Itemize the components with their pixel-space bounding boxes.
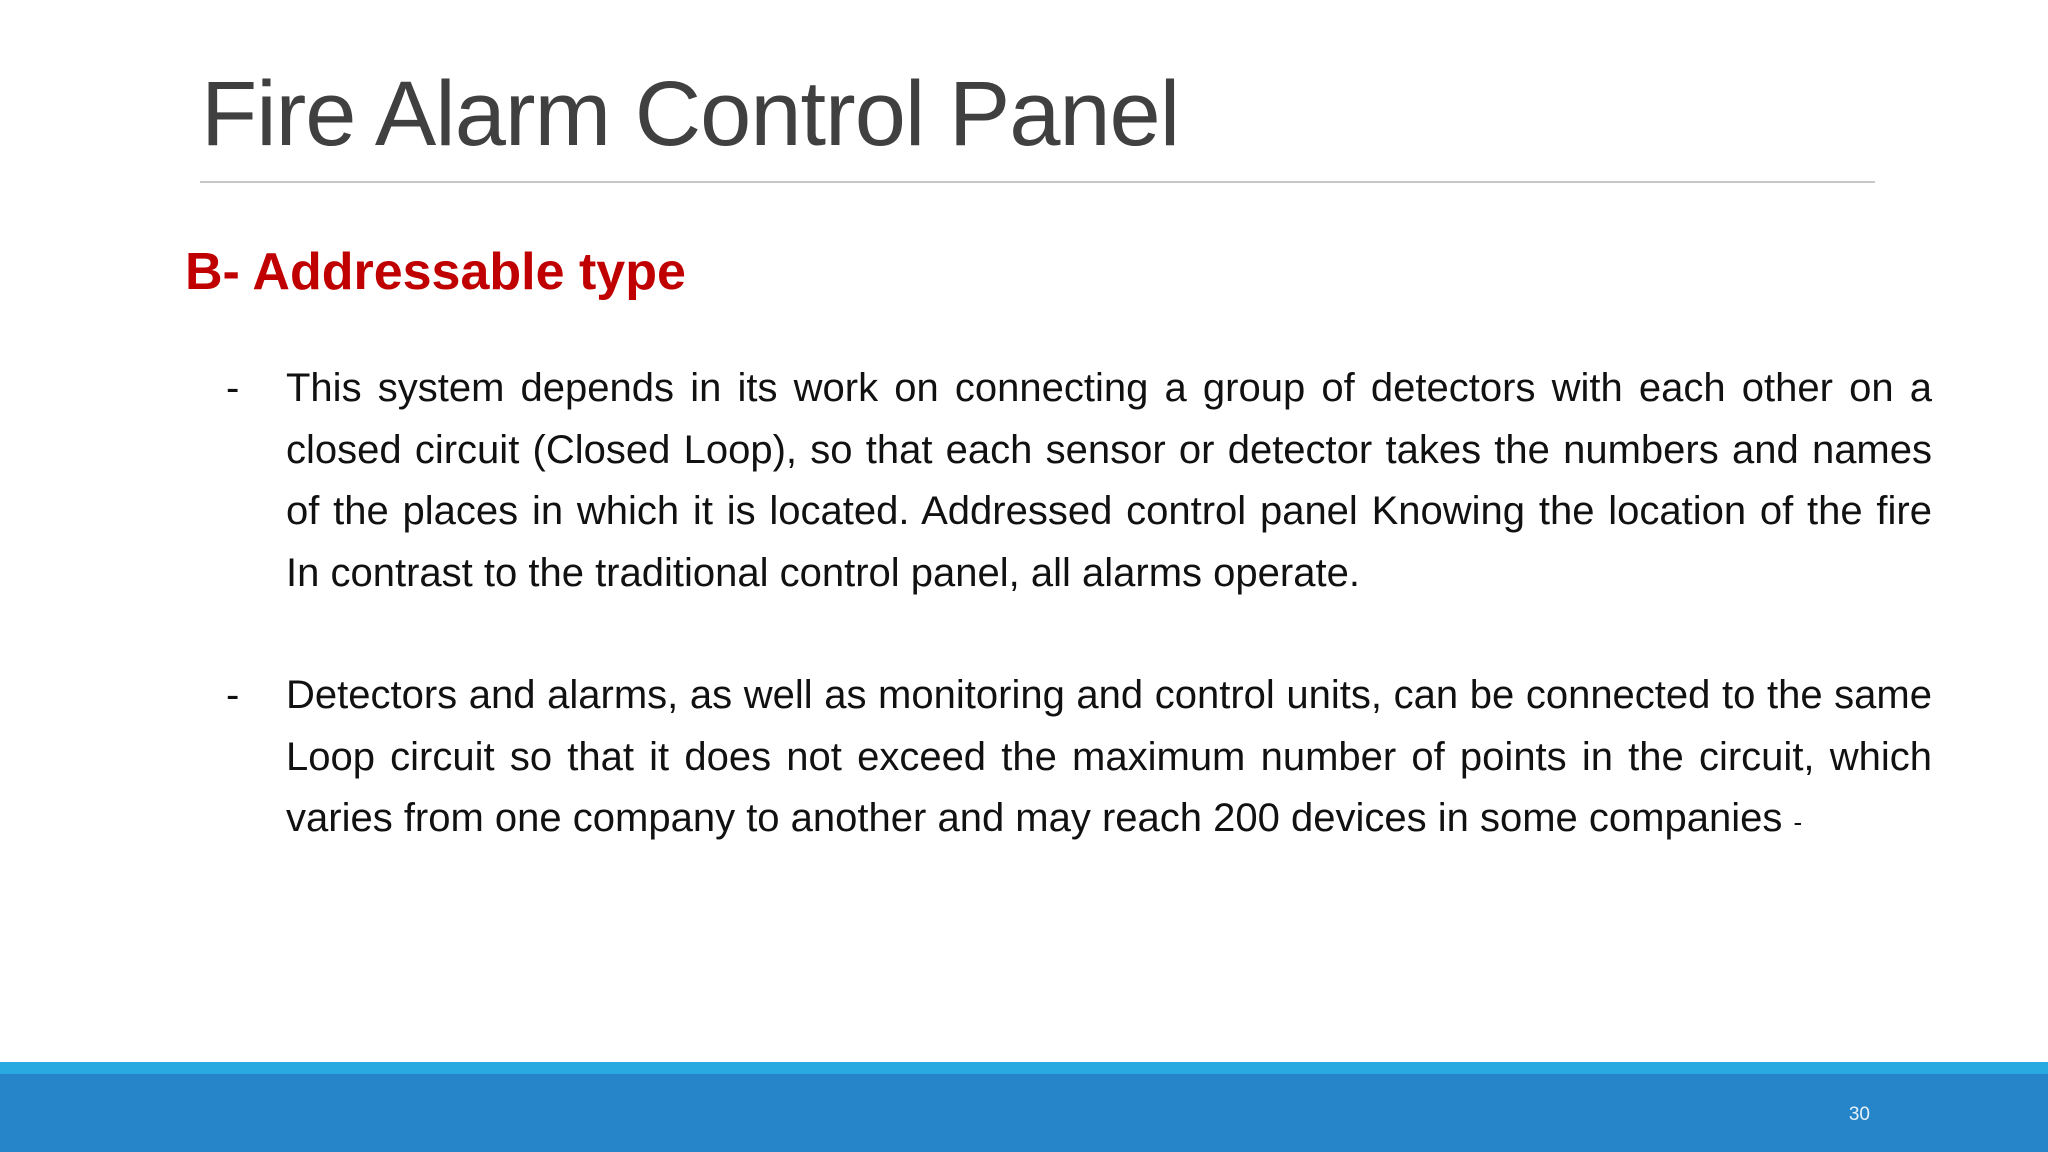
footer-band <box>0 1074 2048 1152</box>
slide-title: Fire Alarm Control Panel <box>201 63 1180 165</box>
bullet-marker: - <box>226 673 240 717</box>
title-divider <box>200 181 1875 183</box>
bullet-item <box>222 665 1932 854</box>
page-number: 30 <box>1848 1104 1870 1125</box>
bullet-list <box>222 358 1932 854</box>
bullet-marker: - <box>226 366 240 410</box>
footer-accent-band <box>0 1062 2048 1074</box>
section-heading: B- Addressable type <box>185 243 686 301</box>
bullet-text: This system depends in its work on connecting a group of detectors with each other on a closed circuit (Closed Loop), so that each sensor or detector takes the numbers and names of the places in which it is located. Addressed control panel Knowing the location of the fire In contrast to the traditional control panel, all alarms operate. <box>286 366 1932 595</box>
bullet-item <box>222 358 1932 604</box>
trailing-dash: - <box>1793 807 1803 837</box>
bullet-text: Detectors and alarms, as well as monitoring and control units, can be connected to the same Loop circuit so that it does not exceed the maximum number of points in the circuit, which varies from one company to another and may reach 200 devices in some companies <box>286 673 1932 840</box>
